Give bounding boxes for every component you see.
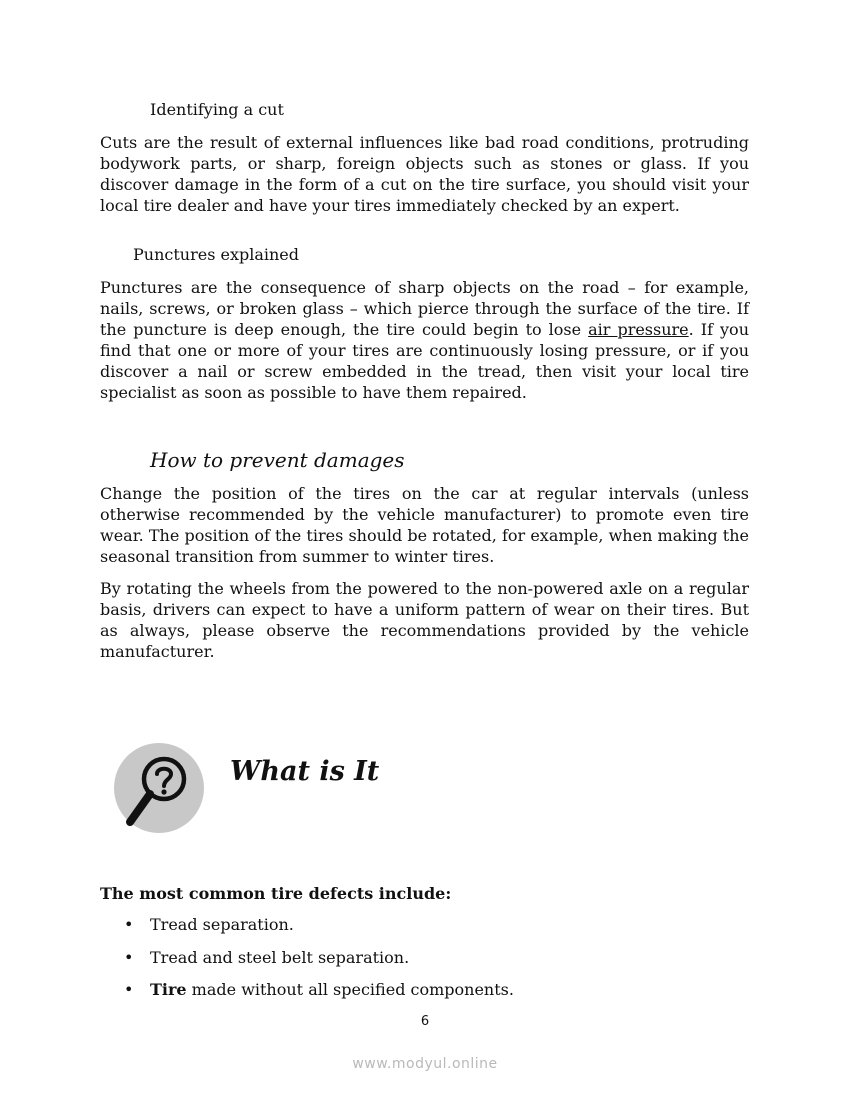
list-item <box>100 914 700 947</box>
prevent-damages-heading: How to prevent damages <box>150 448 405 472</box>
defects-heading: The most common tire defects include: <box>100 884 452 903</box>
list-item-text: made without all specified components. <box>186 980 514 999</box>
bullet-icon: • <box>124 947 134 967</box>
list-item-bold: Tire <box>150 980 187 999</box>
punctures-text-start: Punctures are the consequence of sharp objects on the road – for example, nails, screws, or broken glass – which pierce through the surface of the tire. If the puncture is deep enough, the tire could begin to lose <box>100 278 749 339</box>
bullet-icon: • <box>124 980 134 999</box>
list-item <box>100 947 700 980</box>
cut-paragraph: Cuts are the result of external influences like bad road conditions, protruding bodywork parts, or sharp, foreign objects such as stones or glass. If you discover damage in the form of a cut on the tire surface, you should visit your local tire dealer and have your tires immediately checked by an expert. <box>100 133 749 215</box>
list-item <box>100 979 700 1012</box>
watermark: www.modyul.online <box>352 1056 498 1072</box>
prevent-paragraph-1: Change the position of the tires on the car at regular intervals (unless otherwise recommended by the vehicle manufacturer) to promote even tire wear. The position of the tires should be rotated, for example, when making the seasonal transition from summer to winter tires. <box>100 484 749 566</box>
prevent-paragraph-2: By rotating the wheels from the powered to the non-powered axle on a regular basis, drivers can expect to have a uniform pattern of wear on their tires. But as always, please observe the recommendations provided by the vehicle manufacturer. <box>100 579 749 661</box>
magnifier-question-icon <box>113 742 205 834</box>
bullet-icon: • <box>124 915 134 934</box>
punctures-text-end: . If you find that one or more of your tires are continuously losing pressure, or if you discover a nail or screw embedded in the tread, then visit your local tire specialist as soon as possible to have them repaired. <box>100 320 749 402</box>
defects-list <box>100 914 700 1012</box>
list-item-text: Tread and steel belt separation. <box>150 947 410 967</box>
page-number: 6 <box>420 1014 430 1029</box>
cut-heading: Identifying a cut <box>150 100 284 119</box>
what-is-it-title: What is It <box>230 756 380 787</box>
punctures-heading: Punctures explained <box>133 245 300 264</box>
list-item-text: Tread separation. <box>150 915 294 934</box>
air-pressure-link[interactable]: air pressure <box>588 320 689 339</box>
punctures-paragraph <box>100 277 749 403</box>
